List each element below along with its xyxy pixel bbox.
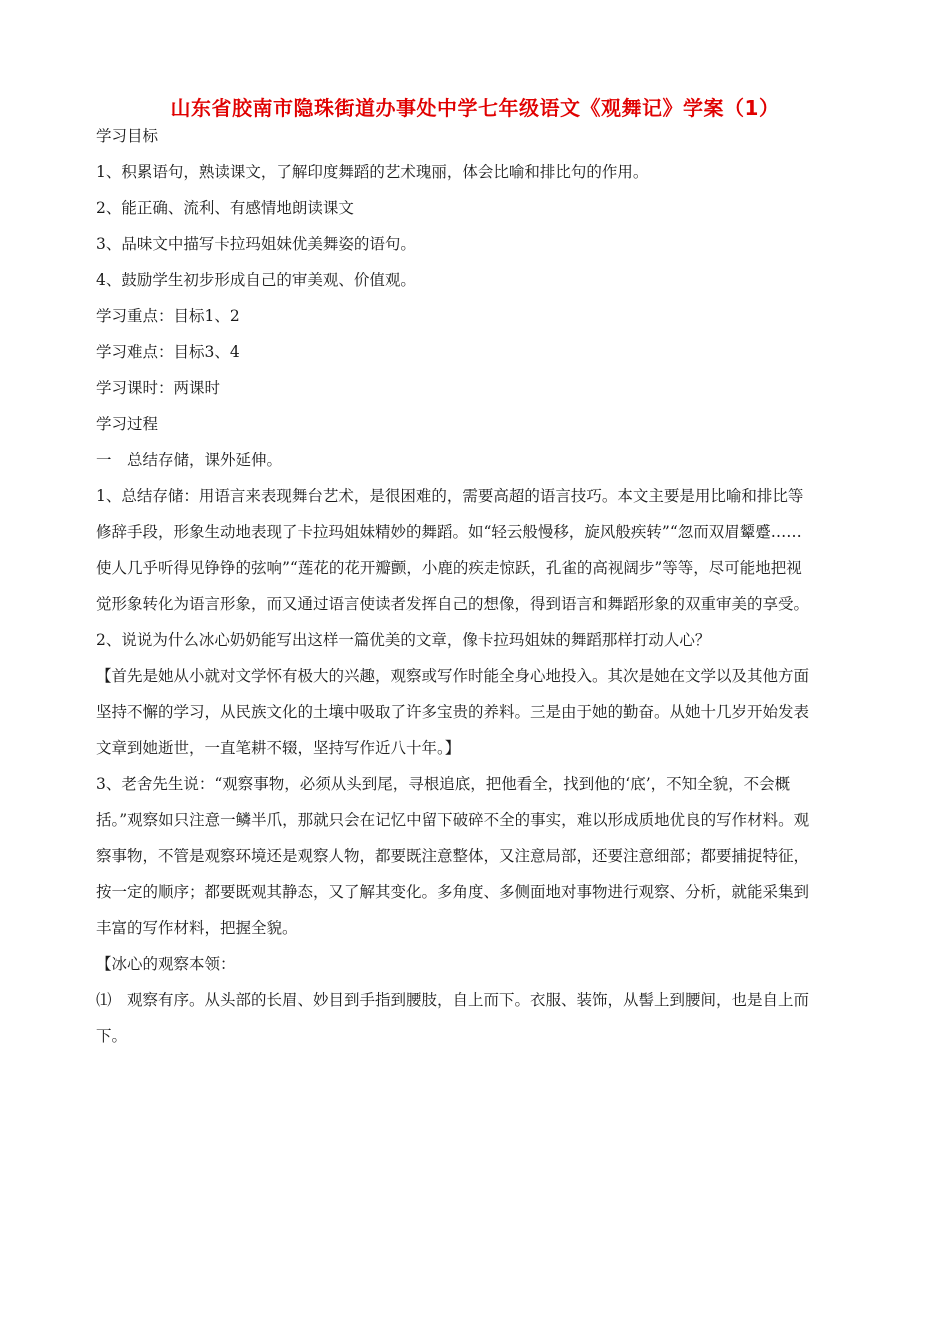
section-one-heading: 一 总结存储，课外延伸。 bbox=[96, 451, 283, 469]
difficult-points: 学习难点：目标3、4 bbox=[96, 343, 240, 361]
answer-2: 【首先是她从小就对文学怀有极大的兴趣，观察或写作时能全身心地投入。其次是她在文学以及其他方面坚持不懈的学习，从民族文化的土壤中吸取了许多宝贵的养料。三是由于她的勤奋。从她十几岁开始发表文章到她逝世，一直笔耕不辍，坚持写作近八十年。】 bbox=[96, 667, 810, 757]
key-points: 学习重点：目标1、2 bbox=[96, 307, 240, 325]
paragraph-3: 3、老舍先生说：“观察事物，必须从头到尾，寻根追底，把他看全，找到他的‘底’，不知全貌，不会概括。”观察如只注意一鳞半爪，那就只会在记忆中留下破碎不全的事实，难以形成质地优良的写作材料。观察事物，不管是观察环境还是观察人物，都要既注意整体，又注意局部，还要注意细部；都要捕捉特征，按一定的顺序；都要既观其静态，又了解其变化。多角度、多侧面地对事物进行观察、分析，就能采集到丰富的写作材料，把握全貌。 bbox=[96, 775, 810, 937]
bingxin-observation-heading: 【冰心的观察本领： bbox=[96, 955, 236, 973]
heading-process: 学习过程 bbox=[96, 415, 159, 433]
document-body bbox=[96, 118, 812, 1054]
paragraph-summary: 1、总结存储：用语言来表现舞台艺术，是很困难的，需要高超的语言技巧。本文主要是用比喻和排比等修辞手段，形象生动地表现了卡拉玛姐妹精妙的舞蹈。如“轻云般慢移，旋风般疾转”“忽而双眉颦蹙……使人几乎听得见铮铮的弦响”“莲花的花开瓣颤，小鹿的疾走惊跃，孔雀的高视阔步”等等，尽可能地把视觉形象转化为语言形象，而又通过语言使读者发挥自己的想像，得到语言和舞蹈形象的双重审美的享受。 bbox=[96, 487, 810, 613]
objective-4: 4、鼓励学生初步形成自己的审美观、价值观。 bbox=[96, 271, 416, 289]
question-2: 2、说说为什么冰心奶奶能写出这样一篇优美的文章，像卡拉玛姐妹的舞蹈那样打动人心？ bbox=[96, 631, 711, 649]
observation-item-1: ⑴ 观察有序。从头部的长眉、妙目到手指到腰肢，自上而下。衣服、装饰，从髻上到腰间，也是自上而下。 bbox=[96, 991, 810, 1045]
objective-2: 2、能正确、流利、有感情地朗读课文 bbox=[96, 199, 354, 217]
document-title: 山东省胶南市隐珠街道办事处中学七年级语文《观舞记》学案（1） bbox=[170, 96, 780, 120]
objective-3: 3、品味文中描写卡拉玛姐妹优美舞姿的语句。 bbox=[96, 235, 416, 253]
heading-objectives: 学习目标 bbox=[96, 127, 159, 145]
class-hours: 学习课时：两课时 bbox=[96, 379, 221, 397]
objective-1: 1、积累语句，熟读课文，了解印度舞蹈的艺术瑰丽，体会比喻和排比句的作用。 bbox=[96, 163, 649, 181]
